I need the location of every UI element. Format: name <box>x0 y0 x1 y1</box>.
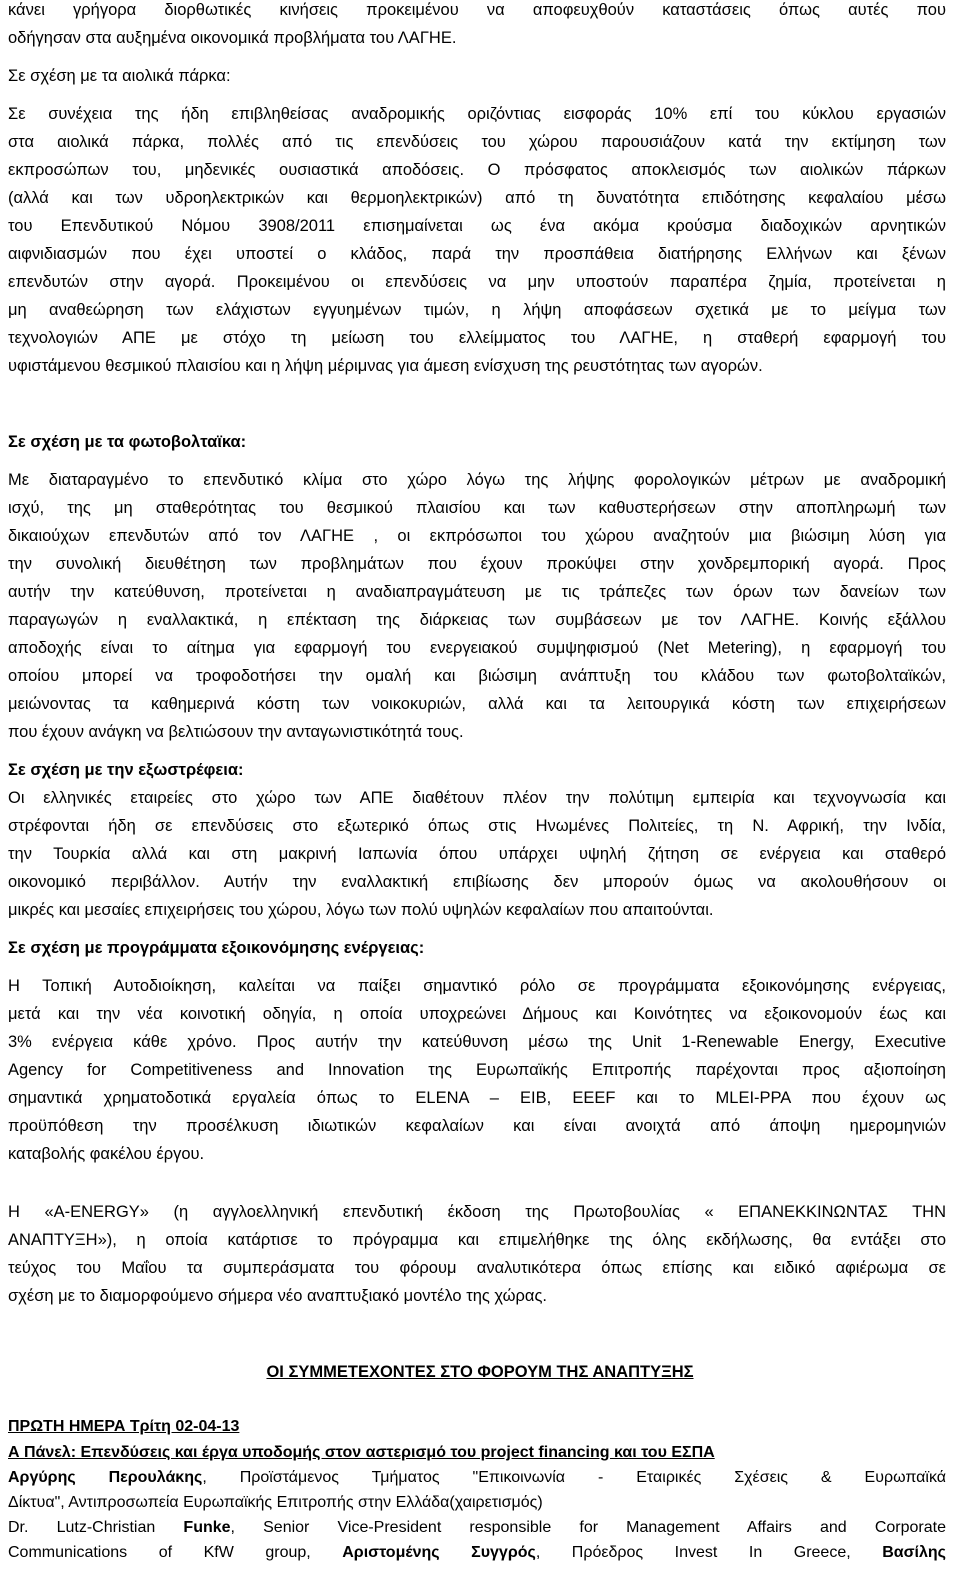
export-line: μικρές και μεσαίες επιχειρήσεις του χώρου, λόγω των πολύ υψηλών κεφαλαίων που απαιτούνται. <box>8 901 714 919</box>
participant-line <box>8 1468 946 1488</box>
pv-line: αποδοχής είναι το αίτημα για εφαρμογή του ενεργειακού συμψηφισμού (Net Metering), η εφαρμογή του <box>8 639 946 657</box>
wind-heading: Σε σχέση με τα αιολικά πάρκα: <box>8 67 231 85</box>
participant-role: , Πρόεδρος Invest In Greece, <box>535 1544 883 1561</box>
participant-line <box>8 1543 946 1563</box>
savings-line: προϋπόθεση την προσέλκυση ιδιωτικών κεφαλαίων και είναι ανοιχτά από άποψη ημερομηνιών <box>8 1117 946 1135</box>
aenergy-line: σχέση με το διαμορφούμενο σήμερα νέο αναπτυξιακό μοντέλο της χώρας. <box>8 1287 547 1305</box>
savings-line: καταβολής φακέλου έργου. <box>8 1145 205 1163</box>
savings-line: Η Τοπική Αυτοδιοίκηση, καλείται να παίξει σημαντικό ρόλο σε προγράμματα εξοικονόμησης ενέργειας, <box>8 977 946 995</box>
savings-line: 3% ενέργεια κάθε χρόνο. Προς αυτήν την κατεύθυνση μέσω της Unit 1-Renewable Energy, Executive <box>8 1033 946 1051</box>
wind-line: τεχνολογιών ΑΠΕ με στόχο τη μείωση του ελλείμματος του ΛΑΓΗΕ, η σταθερή εφαρμογή του <box>8 329 946 347</box>
intro-line-2: οδήγησαν στα αυξημένα οικονομικά προβλήματα του ΛΑΓΗΕ. <box>8 29 457 47</box>
panel-heading: Α Πάνελ: Επενδύσεις και έργα υποδομής στον αστερισμό του project financing και του ΕΣΠΑ <box>8 1444 715 1461</box>
aenergy-line: τεύχος του Μαΐου τα συμπεράσματα του φόρουμ αναλυτικότερα όπως επίσης και ειδικό αφιέρωμα σε <box>8 1259 946 1277</box>
intro-line-1: κάνει γρήγορα διορθωτικές κινήσεις προκειμένου να αποφευχθούν καταστάσεις όπως αυτές που <box>8 1 946 19</box>
wind-line: Σε συνέχεια της ήδη επιβληθείσας αναδρομικής οριζόντιας εισφοράς 10% επί του κύκλου εργασιών <box>8 105 946 123</box>
participant-prefix: Communications of KfW group, <box>8 1544 343 1561</box>
day-one-heading: ΠΡΩΤΗ ΗΜΕΡΑ Τρίτη 02-04-13 <box>8 1418 240 1435</box>
wind-line: υφιστάμενου θεσμικού πλαισίου και η λήψη μέριμνας για άμεση ενίσχυση της ρευστότητας των αγορών. <box>8 357 763 375</box>
participants-title: ΟΙ ΣΥΜΜΕΤΕΧΟΝΤΕΣ ΣΤΟ ΦΟΡΟΥΜ ΤΗΣ ΑΝΑΠΤΥΞΗΣ <box>266 1363 694 1381</box>
export-heading: Σε σχέση με την εξωστρέφεια: <box>8 761 244 779</box>
savings-line: σημαντικά χρηματοδοτικά εργαλεία όπως το ELENA – EIB, EEEF και το MLEI-PPA που έχουν ως <box>8 1089 946 1107</box>
pv-heading: Σε σχέση με τα φωτοβολταϊκα: <box>8 433 247 451</box>
savings-line: μετά και την νέα κοινοτική οδηγία, η οποία υποχρεώνει Δήμους και Κοινότητες να εξοικονομούν έως και <box>8 1005 946 1023</box>
pv-line: την συνολική διευθέτηση των προβλημάτων που έχουν προκύψει στην χονδρεμπορική αγορά. Προς <box>8 555 946 573</box>
pv-line: μειώνοντας τα καθημερινά κόστη των νοικοκυριών, αλλά και τα λειτουργικά κόστη των επιχειρήσεων <box>8 695 946 713</box>
savings-line: Agency for Competitiveness and Innovation της Ευρωπαϊκής Επιτροπής παρέχονται προς αξιοποίηση <box>8 1061 946 1079</box>
participant-name: Funke <box>183 1519 231 1536</box>
pv-line: αυτήν την κατεύθυνση, προτείνεται η αναδιαπραγμάτευση με τις τράπεζες των όρων των δανείων των <box>8 583 946 601</box>
participant-name: Βασίλης <box>882 1544 946 1561</box>
wind-line: αιφνιδιασμών που έχει υποστεί ο κλάδος, παρά την προσπάθεια διατήρησης Ελλήνων και ξένων <box>8 245 946 263</box>
participant-name: Αργύρης Περουλάκης <box>8 1469 203 1486</box>
wind-line: του Επενδυτικού Νόμου 3908/2011 επισημαίνεται ως ένα ακόμα κρούσμα διαδοχικών αρνητικών <box>8 217 946 235</box>
participant-line <box>8 1518 946 1538</box>
wind-line: μη αναθεώρηση των ελάχιστων εγγυημένων τιμών, η λήψη αποφάσεων σχετικά με το μείγμα των <box>8 301 946 319</box>
participant-role: , Προϊστάμενος Τμήματος "Επικοινωνία - Εταιρικές Σχέσεις & Ευρωπαϊκά <box>202 1469 947 1486</box>
wind-line: επενδυτών στην αγορά. Προκειμένου οι επενδύσεις να μην υποστούν παραπέρα ζημία, προτείνεται η <box>8 273 946 291</box>
participant-prefix: Dr. Lutz-Christian <box>8 1519 184 1536</box>
savings-heading: Σε σχέση με προγράμματα εξοικονόμησης ενέργειας: <box>8 939 425 957</box>
pv-line: δικαιούχων επενδυτών από τον ΛΑΓΗΕ , οι εκπρόσωποι του χώρου αναζητούν μια βιώσιμη λύση για <box>8 527 946 545</box>
aenergy-line: ΑΝΑΠΤΥΞΗ»), η οποία κατάρτισε το πρόγραμμα και επιμελήθηκε της όλης εκδήλωσης, θα εντάξει στο <box>8 1231 946 1249</box>
participant-name: Αριστομένης Συγγρός <box>342 1544 536 1561</box>
export-line: την Τουρκία αλλά και στη μακρινή Ιαπωνία όπου υπάρχει υψηλή ζήτηση σε ενέργεια και σταθερό <box>8 845 946 863</box>
pv-line: που έχουν ανάγκη να βελτιώσουν την ανταγωνιστικότητά τους. <box>8 723 464 741</box>
wind-line: στα αιολικά πάρκα, πολλές από τις επενδύσεις του χώρου παρουσιάζουν κατά την εκτίμηση των <box>8 133 946 151</box>
wind-line: (αλλά και των υδροηλεκτρικών και θερμοηλεκτρικών) από τη δυνατότητα επιδότησης κεφαλαίου μέσω <box>8 189 946 207</box>
pv-line: παραγωγών η εναλλακτικά, η επέκταση της διάρκειας των συμβάσεων με τον ΛΑΓΗΕ. Κοινής εξάλλου <box>8 611 946 629</box>
pv-line: οποίου μπορεί να τροφοδοτήσει την ομαλή και βιώσιμη ανάπτυξη του κλάδου των φωτοβολταϊκών, <box>8 667 946 685</box>
wind-line: εκπροσώπων του, μηδενικές ουσιαστικά αποδόσεις. Ο πρόσφατος αποκλεισμός των αιολικών πάρκων <box>8 161 946 179</box>
participant-line: Δίκτυα", Αντιπροσωπεία Ευρωπαϊκής Επιτροπής στην Ελλάδα(χαιρετισμός) <box>8 1494 543 1511</box>
export-line: στρέφονται ήδη σε επενδύσεις στο εξωτερικό όπως στις Ηνωμένες Πολιτείες, τη Ν. Αφρική, την Ινδία, <box>8 817 946 835</box>
aenergy-line: Η «A-ENERGY» (η αγγλοελληνική επενδυτική έκδοση της Πρωτοβουλίας « ΕΠΑΝΕΚΚΙΝΩΝΤΑΣ ΤΗΝ <box>8 1203 946 1221</box>
export-line: οικονομικό περιβάλλον. Αυτήν την εναλλακτική επιβίωσης δεν μπορούν όμως να ακολουθήσουν οι <box>8 873 946 891</box>
export-line: Οι ελληνικές εταιρείες στο χώρο των ΑΠΕ διαθέτουν πλέον την πολύτιμη εμπειρία και τεχνογνωσία και <box>8 789 946 807</box>
pv-line: ισχύ, της μη σταθερότητας του θεσμικού πλαισίου και των καθυστερήσεων στην αποπληρωμή των <box>8 499 946 517</box>
participant-role: , Senior Vice-President responsible for Management Affairs and Corporate <box>230 1519 946 1536</box>
pv-line: Με διαταραγμένο το επενδυτικό κλίμα στο χώρο λόγω της λήψης φορολογικών μέτρων με αναδρομική <box>8 471 946 489</box>
